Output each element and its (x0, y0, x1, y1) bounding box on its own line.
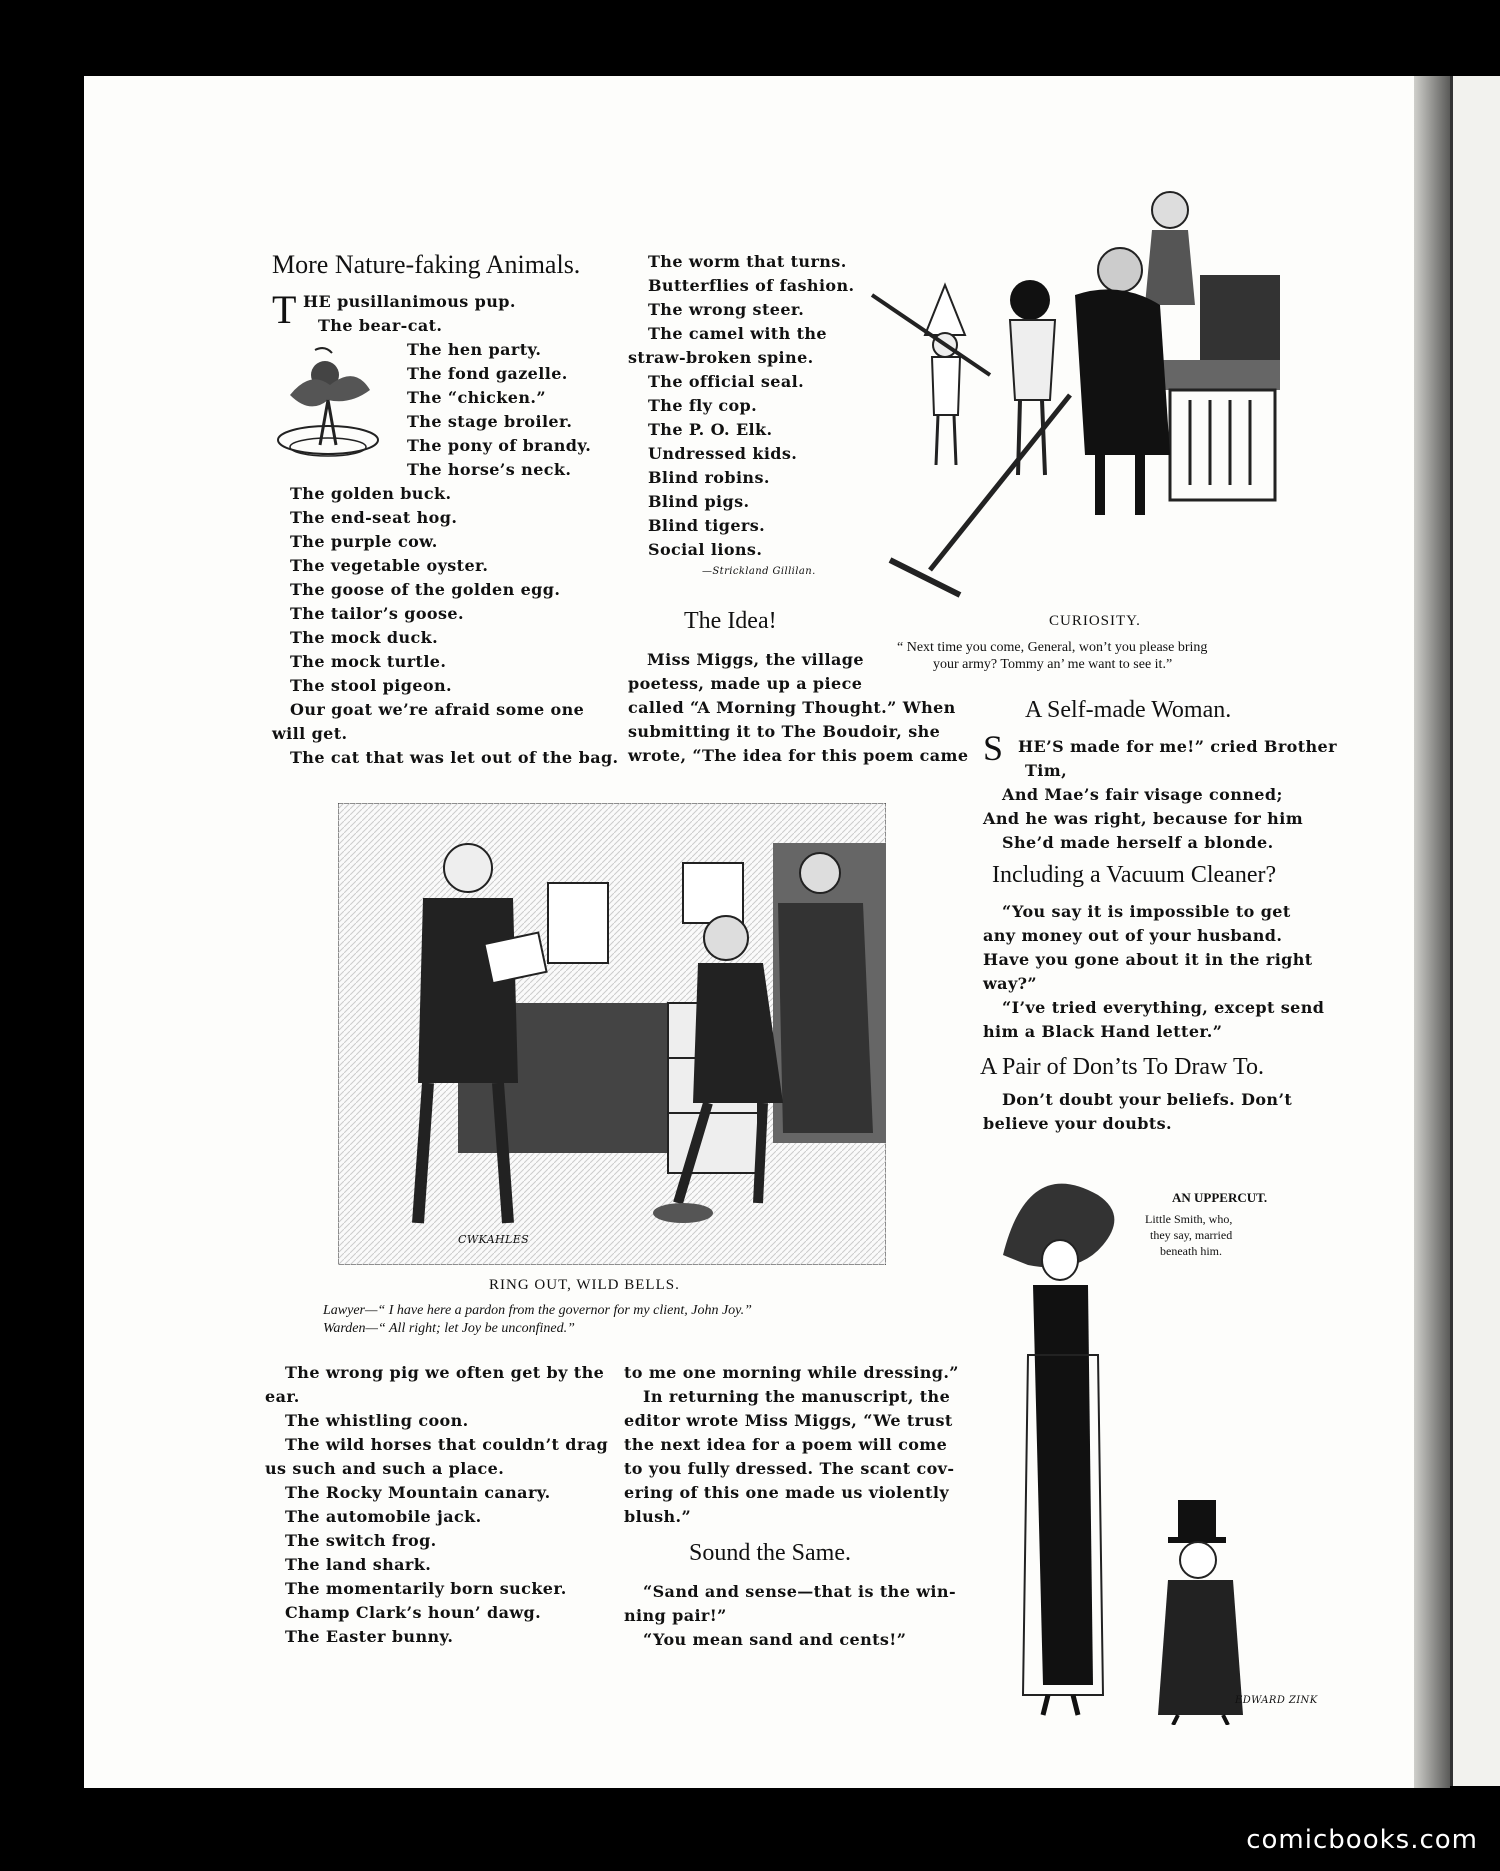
selfmade-title: A Self-made Woman. (1025, 697, 1232, 723)
vacuum-line: “You say it is impossible to get (1002, 902, 1291, 921)
idea-cont-line: editor wrote Miss Miggs, “We trust (624, 1411, 953, 1430)
dancing-figure-illustration (270, 345, 385, 465)
uppercut-artist: EDWARD ZINK (1235, 1695, 1318, 1706)
donts-title: A Pair of Don’ts To Draw To. (980, 1054, 1264, 1080)
vacuum-line: Have you gone about it in the right (983, 950, 1313, 969)
bells-title: RING OUT, WILD BELLS. (489, 1277, 680, 1293)
bells-line: Lawyer—“ I have here a pardon from the governor for my client, John Joy.” (323, 1303, 752, 1318)
sound-line: ning pair!” (624, 1606, 727, 1625)
col2-line: Undressed kids. (648, 444, 798, 463)
col2-line: The camel with the (648, 324, 828, 343)
bells-artist: CWKAHLES (458, 1233, 530, 1246)
bottom-left-line: The wrong pig we often get by the (285, 1363, 605, 1382)
nature-dropcap: T (272, 287, 297, 332)
bottom-left-line: us such and such a place. (265, 1459, 505, 1478)
bells-line: Warden—“ All right; let Joy be unconfined.” (323, 1321, 575, 1336)
uppercut-title: AN UPPERCUT. (1172, 1190, 1268, 1205)
nature-line: The stage broiler. (407, 412, 573, 431)
vacuum-line: way?” (983, 974, 1038, 993)
nature-title: More Nature-faking Animals. (272, 250, 581, 279)
bottom-left-line: The momentarily born sucker. (285, 1579, 567, 1598)
selfmade-line: HE’S made for me!” cried Brother (1018, 737, 1337, 756)
nature-line: The mock duck. (290, 628, 439, 647)
vacuum-title: Including a Vacuum Cleaner? (992, 862, 1277, 888)
sound-line: “You mean sand and cents!” (643, 1630, 907, 1649)
col2-line: The fly cop. (648, 396, 758, 415)
nature-line: The vegetable oyster. (290, 556, 489, 575)
donts-line: Don’t doubt your beliefs. Don’t (1002, 1090, 1293, 1109)
col2-line: Social lions. (648, 540, 763, 559)
curiosity-line: “ Next time you come, General, won’t you please bring (897, 640, 1208, 655)
nature-line: The “chicken.” (407, 388, 546, 407)
curiosity-title: CURIOSITY. (1049, 613, 1141, 629)
idea-cont-line: ering of this one made us violently (624, 1483, 950, 1502)
nature-line: The horse’s neck. (407, 460, 572, 479)
uppercut-line: they say, married (1150, 1228, 1233, 1242)
bottom-left-line: The whistling coon. (285, 1411, 469, 1430)
nature-line: The golden buck. (290, 484, 452, 503)
idea-cont-line: to you fully dressed. The scant cov- (624, 1459, 955, 1478)
idea-line: wrote, “The idea for this poem came (628, 746, 969, 765)
col2-line: The P. O. Elk. (648, 420, 773, 439)
nature-line: HE pusillanimous pup. (303, 292, 516, 311)
bottom-left-line: The Easter bunny. (285, 1627, 454, 1646)
vacuum-line: any money out of your husband. (983, 926, 1283, 945)
selfmade-dropcap: S (983, 728, 1004, 768)
col2-line: Butterflies of fashion. (648, 276, 855, 295)
idea-cont-line: blush.” (624, 1507, 692, 1526)
col2-line: The official seal. (648, 372, 805, 391)
nature-line: The mock turtle. (290, 652, 447, 671)
col2-line: straw-broken spine. (628, 348, 814, 367)
idea-line: Miss Miggs, the village (647, 650, 864, 669)
curiosity-line: your army? Tommy an’ me want to see it.” (933, 657, 1173, 672)
binding-gutter (1414, 76, 1450, 1788)
bottom-left-line: The Rocky Mountain canary. (285, 1483, 551, 1502)
nature-line: will get. (272, 724, 348, 743)
nature-line: The pony of brandy. (407, 436, 592, 455)
idea-title: The Idea! (684, 608, 777, 634)
bottom-left-line: The land shark. (285, 1555, 432, 1574)
curiosity-illustration (870, 185, 1350, 605)
bottom-left-line: ear. (265, 1387, 300, 1406)
nature-line: The cat that was let out of the bag. (290, 748, 619, 767)
idea-cont-line: In returning the manuscript, the (643, 1387, 951, 1406)
nature-line: The end-seat hog. (290, 508, 458, 527)
bottom-left-line: The wild horses that couldn’t drag (285, 1435, 609, 1454)
col2-line: Blind tigers. (648, 516, 766, 535)
selfmade-line: Tim, (1025, 761, 1068, 780)
vacuum-line: him a Black Hand letter.” (983, 1022, 1223, 1041)
donts-line: believe your doubts. (983, 1114, 1172, 1133)
nature-line: The fond gazelle. (407, 364, 568, 383)
nature-line: The stool pigeon. (290, 676, 452, 695)
selfmade-line: She’d made herself a blonde. (1002, 833, 1274, 852)
idea-line: poetess, made up a piece (628, 674, 863, 693)
idea-cont-line: to me one morning while dressing.” (624, 1363, 959, 1382)
col2-line: The worm that turns. (648, 252, 847, 271)
selfmade-line: And he was right, because for him (983, 809, 1304, 828)
sound-title: Sound the Same. (689, 1540, 851, 1566)
nature-line: The bear-cat. (318, 316, 443, 335)
col2-line: Blind robins. (648, 468, 770, 487)
idea-line: called “A Morning Thought.” When (628, 698, 956, 717)
uppercut-line: beneath him. (1160, 1244, 1222, 1258)
watermark: comicbooks.com (1246, 1825, 1478, 1855)
idea-cont-line: the next idea for a poem will come (624, 1435, 948, 1454)
nature-line: The hen party. (407, 340, 542, 359)
facing-page-edge (1450, 76, 1500, 1786)
nature-line: Our goat we’re afraid some one (290, 700, 585, 719)
nature-line: The goose of the golden egg. (290, 580, 561, 599)
vacuum-line: “I’ve tried everything, except send (1002, 998, 1325, 1017)
ring-out-wild-bells-illustration (338, 803, 886, 1265)
bottom-left-line: The switch frog. (285, 1531, 437, 1550)
col2-line: The wrong steer. (648, 300, 805, 319)
nature-line: The purple cow. (290, 532, 438, 551)
selfmade-line: And Mae’s fair visage conned; (1002, 785, 1283, 804)
idea-line: submitting it to The Boudoir, she (628, 722, 941, 741)
gillilan-signature: —Strickland Gillilan. (702, 566, 816, 577)
col2-line: Blind pigs. (648, 492, 750, 511)
bottom-left-line: Champ Clark’s houn’ dawg. (285, 1603, 542, 1622)
uppercut-line: Little Smith, who, (1145, 1212, 1233, 1226)
bottom-left-line: The automobile jack. (285, 1507, 482, 1526)
nature-line: The tailor’s goose. (290, 604, 464, 623)
sound-line: “Sand and sense—that is the win- (643, 1582, 956, 1601)
